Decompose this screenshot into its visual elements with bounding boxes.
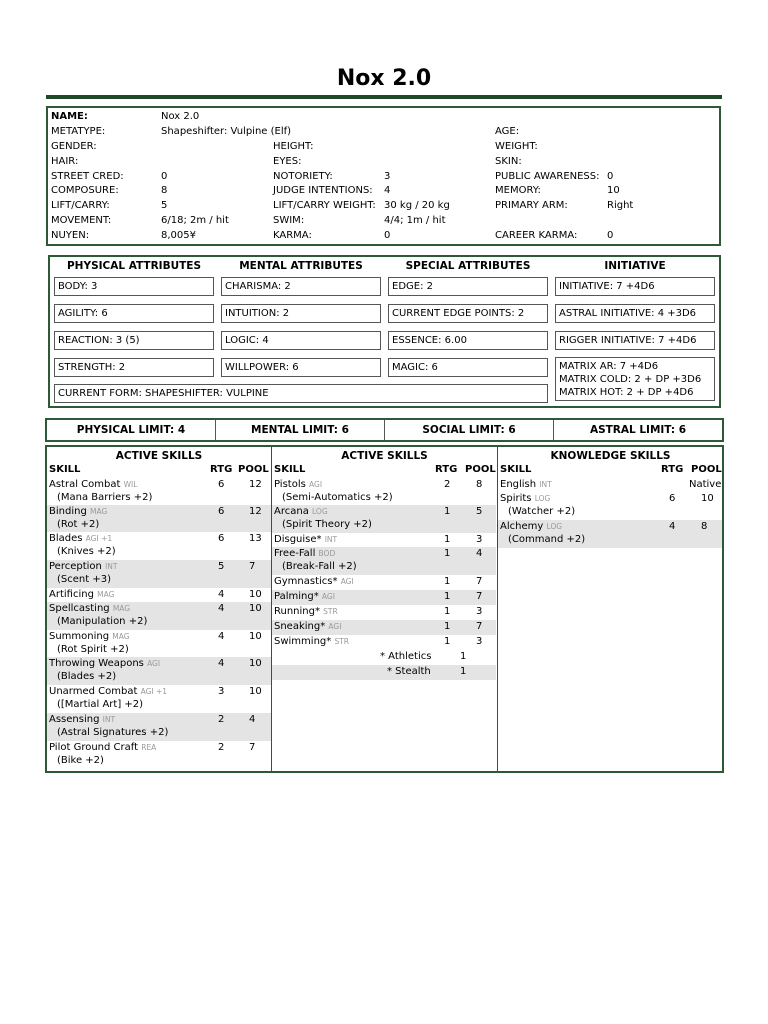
skill-specialization: (Mana Barriers +2) — [57, 492, 153, 503]
skill-row — [272, 505, 496, 533]
skill-rating: 1 — [444, 534, 451, 545]
skill-row — [498, 478, 722, 492]
skill-name — [49, 714, 115, 725]
skill-linked-attribute: INT — [105, 562, 118, 571]
skill-specialization: (Watcher +2) — [508, 506, 576, 517]
attribute-field: RIGGER INITIATIVE: 7 +4D6 — [555, 331, 715, 350]
skill-row — [47, 560, 271, 588]
skill-pool: 12 — [249, 479, 262, 490]
skill-name-text: Blades — [49, 533, 83, 544]
skill-name — [49, 506, 107, 517]
column-header: ACTIVE SKILLS — [115, 450, 203, 462]
limit-cell: PHYSICAL LIMIT: 4 — [47, 420, 216, 440]
skill-row — [272, 547, 496, 575]
matrix-line: MATRIX COLD: 2 + DP +3D6 — [559, 373, 702, 385]
info-value: 4 — [384, 185, 391, 196]
skill-name — [274, 576, 354, 587]
skill-name — [49, 479, 137, 490]
info-label: PRIMARY ARM: — [495, 200, 568, 211]
skill-name-text: Pistols — [274, 479, 306, 490]
matrix-line: MATRIX AR: 7 +4D6 — [559, 360, 659, 372]
attribute-header: SPECIAL ATTRIBUTES — [405, 260, 531, 272]
skill-group-name: * Athletics — [380, 651, 432, 662]
skill-pool: 10 — [249, 603, 262, 614]
info-label: NAME: — [51, 111, 88, 122]
skill-name-text: Artificing — [49, 589, 94, 600]
attribute-header: INITIATIVE — [604, 260, 666, 272]
skill-linked-attribute: AGI +1 — [85, 534, 113, 543]
skill-rating: 1 — [444, 591, 451, 602]
skill-pool: 7 — [476, 621, 483, 632]
skill-rating: 6 — [669, 493, 676, 504]
info-label: KARMA: — [273, 230, 312, 241]
skill-row — [47, 657, 271, 685]
attribute-field: ESSENCE: 6.00 — [388, 331, 548, 350]
skill-row — [47, 685, 271, 713]
attribute-field: WILLPOWER: 6 — [221, 358, 381, 377]
attribute-field: MAGIC: 6 — [388, 358, 548, 377]
skill-rating: 6 — [218, 479, 225, 490]
skill-linked-attribute: AGI — [321, 592, 335, 601]
info-label: SKIN: — [495, 156, 522, 167]
info-value: 0 — [161, 171, 168, 182]
rating-column-label: RTG — [661, 464, 684, 475]
skill-name-text: Assensing — [49, 714, 100, 725]
skill-row — [272, 590, 496, 605]
skill-name — [49, 686, 167, 697]
skill-name-text: Spellcasting — [49, 603, 110, 614]
skill-row — [272, 533, 496, 547]
skill-row — [47, 741, 271, 769]
skill-rating: 4 — [218, 631, 225, 642]
info-label: LIFT/CARRY WEIGHT: — [273, 200, 376, 211]
skill-specialization: (Rot Spirit +2) — [57, 644, 129, 655]
skill-row — [272, 605, 496, 620]
skill-pool: 8 — [476, 479, 483, 490]
skill-row — [47, 602, 271, 630]
skill-rating: 4 — [218, 589, 225, 600]
info-value: 8 — [161, 185, 168, 196]
skill-rating: 1 — [444, 548, 451, 559]
skill-linked-attribute: BOD — [318, 549, 336, 558]
skill-specialization: (Manipulation +2) — [57, 616, 148, 627]
skill-name-text: Gymnastics* — [274, 576, 338, 587]
skill-specialization: (Spirit Theory +2) — [282, 519, 372, 530]
skill-name-text: Pilot Ground Craft — [49, 742, 139, 753]
skill-linked-attribute: REA — [141, 743, 157, 752]
info-label: JUDGE INTENTIONS: — [273, 185, 373, 196]
info-value: 0 — [607, 230, 614, 241]
skill-name-text: Alchemy — [500, 521, 544, 532]
skill-name-text: Running* — [274, 606, 320, 617]
attribute-field: INITIATIVE: 7 +4D6 — [555, 277, 715, 296]
skill-specialization: (Rot +2) — [57, 519, 100, 530]
info-label: LIFT/CARRY: — [51, 200, 110, 211]
skill-rating: 4 — [218, 658, 225, 669]
skill-group-row — [272, 650, 496, 665]
skill-name — [49, 631, 130, 642]
skill-name-text: Unarmed Combat — [49, 686, 138, 697]
skill-linked-attribute: MAG — [112, 604, 131, 613]
active-skills-column-2 — [271, 447, 497, 771]
skill-linked-attribute: WIL — [123, 480, 138, 489]
skill-name-text: Perception — [49, 561, 102, 572]
skill-pool: 10 — [249, 686, 262, 697]
skill-name — [49, 533, 112, 544]
attribute-field: AGILITY: 6 — [54, 304, 214, 323]
info-value: Right — [607, 200, 634, 211]
skill-specialization: (Scent +3) — [57, 574, 111, 585]
attribute-field: ASTRAL INITIATIVE: 4 +3D6 — [555, 304, 715, 323]
skill-linked-attribute: MAG — [97, 590, 115, 599]
skill-rating: 1 — [444, 506, 451, 517]
skill-column-label: SKILL — [274, 464, 306, 475]
attribute-field: EDGE: 2 — [388, 277, 548, 296]
skill-pool: 7 — [249, 561, 256, 572]
title-divider — [46, 95, 722, 99]
info-label: EYES: — [273, 156, 302, 167]
skill-row — [47, 630, 271, 657]
skill-name — [274, 479, 322, 490]
attribute-field: INTUITION: 2 — [221, 304, 381, 323]
info-value: 8,005¥ — [161, 230, 196, 241]
skill-name — [49, 742, 156, 753]
info-value: 3 — [384, 171, 391, 182]
info-value: Nox 2.0 — [161, 111, 200, 122]
skill-linked-attribute: LOG — [312, 507, 328, 516]
skill-row — [272, 478, 496, 505]
limit-cell: MENTAL LIMIT: 6 — [216, 420, 385, 440]
info-value: 6/18; 2m / hit — [161, 215, 229, 226]
skill-name-text: Disguise* — [274, 534, 322, 545]
pool-column-label: POOL — [238, 464, 269, 475]
skill-pool: 10 — [249, 589, 262, 600]
skill-linked-attribute: AGI — [309, 480, 323, 489]
skill-group-rating: 1 — [460, 666, 467, 677]
skill-row — [47, 505, 271, 532]
skill-pool: 3 — [476, 636, 483, 647]
skill-name-text: Sneaking* — [274, 621, 326, 632]
limit-cell: SOCIAL LIMIT: 6 — [385, 420, 554, 440]
skill-specialization: (Break-Fall +2) — [282, 561, 357, 572]
skill-linked-attribute: LOG — [534, 494, 551, 503]
skill-column-label: SKILL — [49, 464, 81, 475]
skill-group-row — [272, 665, 496, 680]
info-label: NOTORIETY: — [273, 171, 333, 182]
skill-name-text: English — [500, 479, 537, 490]
skill-rating: 1 — [444, 576, 451, 587]
pool-column-label: POOL — [465, 464, 496, 475]
skill-rating: 5 — [218, 561, 225, 572]
limit-cell: ASTRAL LIMIT: 6 — [589, 424, 687, 436]
skill-pool: 10 — [249, 631, 262, 642]
info-label: METATYPE: — [51, 126, 106, 137]
info-label: NUYEN: — [51, 230, 90, 241]
matrix-line: MATRIX HOT: 2 + DP +4D6 — [559, 386, 694, 398]
skill-name — [49, 589, 114, 600]
skill-name — [49, 658, 160, 669]
skill-name-text: Swimming* — [274, 636, 332, 647]
skill-specialization: ([Martial Art] +2) — [57, 699, 144, 710]
info-value: Shapeshifter: Vulpine (Elf) — [161, 126, 292, 137]
skill-name — [274, 636, 349, 647]
skill-name — [274, 621, 341, 632]
skill-name-text: Arcana — [274, 506, 309, 517]
limits-bar — [45, 418, 724, 442]
skill-name — [500, 493, 550, 504]
skill-name — [500, 479, 552, 490]
skill-row — [498, 492, 722, 520]
skill-rating: 6 — [218, 506, 225, 517]
skill-linked-attribute: LOG — [546, 522, 563, 531]
info-label: CAREER KARMA: — [495, 230, 578, 241]
skill-pool: 7 — [249, 742, 256, 753]
skill-row — [47, 588, 271, 602]
skill-name — [500, 521, 562, 532]
skill-name — [49, 561, 117, 572]
skill-column-label: SKILL — [500, 464, 532, 475]
skill-row — [272, 575, 496, 590]
info-label: HAIR: — [51, 156, 79, 167]
skill-rating: 3 — [218, 686, 225, 697]
info-label: PUBLIC AWARENESS: — [495, 171, 600, 182]
skill-rating: 2 — [218, 742, 225, 753]
skill-rating: 1 — [444, 606, 451, 617]
skill-linked-attribute: STR — [334, 637, 350, 646]
skills-box — [45, 445, 724, 773]
character-info-box — [46, 106, 721, 246]
skill-name — [274, 534, 337, 545]
skill-rating: 1 — [444, 636, 451, 647]
skill-pool: 13 — [249, 533, 262, 544]
skill-name-text: Summoning — [49, 631, 110, 642]
skill-specialization: (Semi-Automatics +2) — [282, 492, 393, 503]
info-value: 5 — [161, 200, 168, 211]
info-value: 0 — [384, 230, 391, 241]
skill-pool: 7 — [476, 576, 483, 587]
page-title: Nox 2.0 — [336, 66, 432, 91]
skill-linked-attribute: AGI +1 — [140, 687, 168, 696]
skill-name — [49, 603, 130, 614]
skill-pool: 10 — [701, 493, 714, 504]
attribute-header: MENTAL ATTRIBUTES — [239, 260, 363, 272]
skill-pool: 4 — [476, 548, 483, 559]
column-header: ACTIVE SKILLS — [341, 450, 428, 462]
matrix-initiative-field — [555, 357, 715, 401]
skill-linked-attribute: MAG — [112, 632, 130, 641]
skill-name — [274, 506, 328, 517]
skill-rating: 4 — [669, 521, 676, 532]
info-label: WEIGHT: — [495, 141, 538, 152]
skill-row — [47, 713, 271, 741]
pool-column-label: POOL — [691, 464, 722, 475]
info-label: HEIGHT: — [273, 141, 314, 152]
skill-pool: 4 — [249, 714, 256, 725]
skill-name — [274, 606, 338, 617]
attribute-field: LOGIC: 4 — [221, 331, 381, 350]
skill-linked-attribute: INT — [324, 535, 338, 544]
skill-pool: 8 — [701, 521, 708, 532]
skill-specialization: (Blades +2) — [57, 671, 117, 682]
knowledge-skills-column — [497, 447, 723, 771]
skill-rating: 2 — [444, 479, 451, 490]
skill-row — [498, 520, 722, 548]
skill-pool: 3 — [476, 606, 483, 617]
skill-group-rating: 1 — [460, 651, 467, 662]
info-label: GENDER: — [51, 141, 97, 152]
skill-rating: 6 — [218, 533, 225, 544]
info-label: MEMORY: — [495, 185, 541, 196]
skill-specialization: (Astral Signatures +2) — [57, 727, 169, 738]
rating-column-label: RTG — [435, 464, 458, 475]
skill-rating: 1 — [444, 621, 451, 632]
skill-linked-attribute: AGI — [147, 659, 161, 668]
skill-linked-attribute: MAG — [89, 507, 108, 516]
skill-name-text: Binding — [49, 506, 87, 517]
skill-linked-attribute: AGI — [328, 622, 342, 631]
skill-pool: 3 — [476, 534, 483, 545]
skill-name — [274, 548, 335, 559]
info-label: SWIM: — [273, 215, 305, 226]
skill-linked-attribute: STR — [323, 607, 338, 616]
skill-specialization: (Command +2) — [508, 534, 586, 545]
attribute-field: CHARISMA: 2 — [221, 277, 381, 296]
skill-name-text: Free-Fall — [274, 548, 316, 559]
skill-pool: Native — [689, 479, 722, 490]
info-label: MOVEMENT: — [51, 215, 112, 226]
info-label: AGE: — [495, 126, 520, 137]
skill-rating: 4 — [218, 603, 225, 614]
attribute-header: PHYSICAL ATTRIBUTES — [66, 260, 202, 272]
attribute-field: REACTION: 3 (5) — [54, 331, 214, 350]
attribute-field: CURRENT EDGE POINTS: 2 — [388, 304, 548, 323]
skill-pool: 10 — [249, 658, 262, 669]
skill-pool: 12 — [249, 506, 262, 517]
attribute-field: BODY: 3 — [54, 277, 214, 296]
column-header: KNOWLEDGE SKILLS — [550, 450, 671, 462]
skill-name-text: Palming* — [274, 591, 319, 602]
info-value: 30 kg / 20 kg — [384, 200, 450, 211]
info-value: 10 — [607, 185, 620, 196]
skill-row — [272, 635, 496, 650]
skill-pool: 7 — [476, 591, 483, 602]
attribute-field: STRENGTH: 2 — [54, 358, 214, 377]
skill-specialization: (Bike +2) — [57, 755, 104, 766]
skill-rating: 2 — [218, 714, 225, 725]
rating-column-label: RTG — [210, 464, 233, 475]
skill-linked-attribute: AGI — [340, 577, 354, 586]
attribute-field: CURRENT FORM: SHAPESHIFTER: VULPINE — [54, 384, 548, 403]
skill-name-text: Spirits — [500, 493, 532, 504]
skill-row — [47, 532, 271, 560]
active-skills-column-1 — [47, 447, 271, 771]
info-value: 0 — [607, 171, 614, 182]
skill-name-text: Astral Combat — [49, 479, 121, 490]
skill-group-name: * Stealth — [387, 666, 431, 677]
info-label: STREET CRED: — [51, 171, 124, 182]
skill-name-text: Throwing Weapons — [49, 658, 144, 669]
skill-row — [272, 620, 496, 635]
skill-specialization: (Knives +2) — [57, 546, 116, 557]
skill-row — [47, 478, 271, 505]
skill-linked-attribute: INT — [539, 480, 552, 489]
info-value: 4/4; 1m / hit — [384, 215, 446, 226]
attributes-box — [48, 255, 721, 408]
skill-name — [274, 591, 335, 602]
skill-linked-attribute: INT — [102, 715, 116, 724]
skill-pool: 5 — [476, 506, 483, 517]
info-label: COMPOSURE: — [51, 185, 119, 196]
